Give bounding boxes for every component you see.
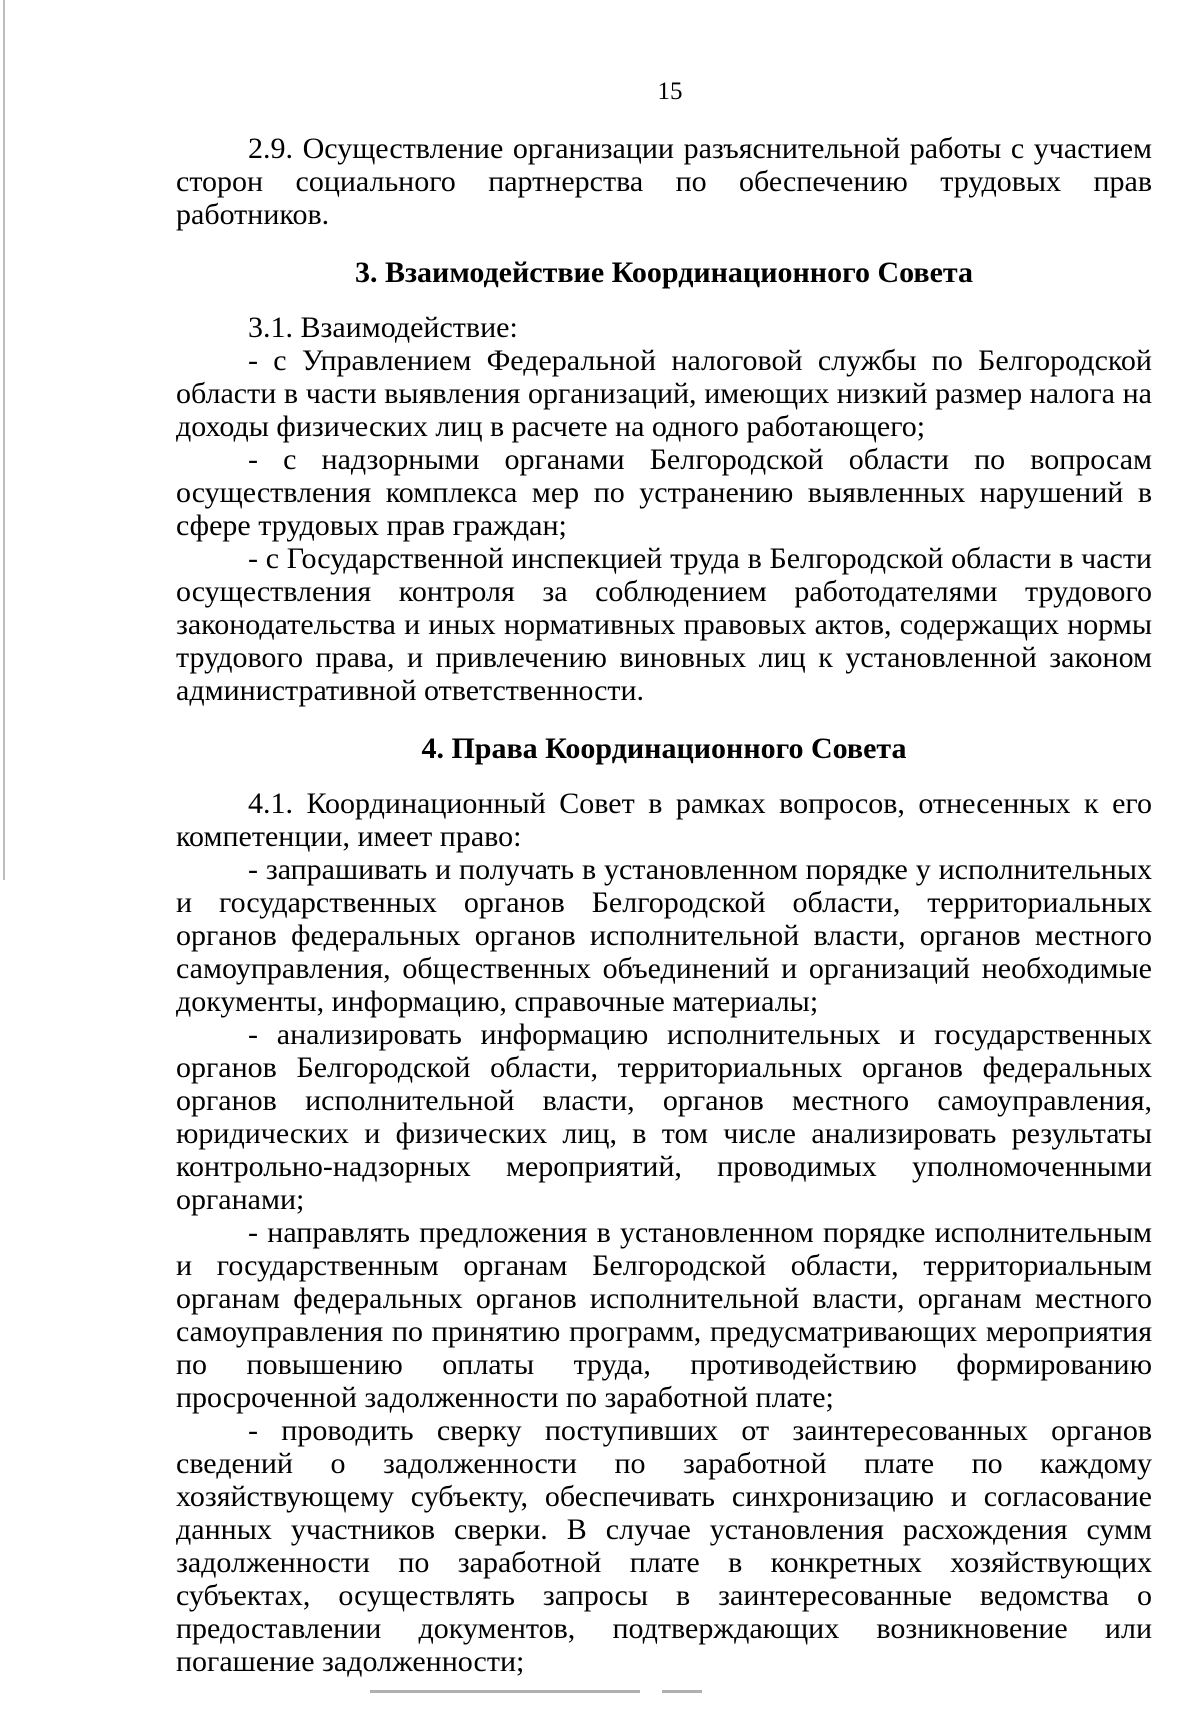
paragraph: - анализировать информацию исполнительных и государственных органов Белгородской области, территориальных органов федеральных органов исполнительной власти, органов местного самоуправления, юридических и физических лиц, в том числе анализировать результаты контрольно-надзорных мероприятий, проводимых уполномоченными органами; xyxy=(176,1018,1152,1216)
spacer xyxy=(176,289,1152,311)
spacer xyxy=(176,765,1152,787)
bottom-scan-line-left xyxy=(370,1690,640,1693)
paragraph: - проводить сверку поступивших от заинтересованных органов сведений о задолженности по заработной плате по каждому хозяйствующему субъекту, обеспечивать синхронизацию и согласование данных участников сверки. В случае установления расхождения сумм задолженности по заработной плате в конкретных хозяйствующих субъектах, осуществлять запросы в заинтересованные ведомства о предоставлении документов, подтверждающих возникновение или погашение задолженности; xyxy=(176,1414,1152,1678)
page-number: 15 xyxy=(657,78,683,105)
paragraph: 3.1. Взаимодействие: xyxy=(248,311,518,344)
page-edge-mark xyxy=(3,0,5,880)
paragraph: 4.1. Координационный Совет в рамках вопросов, отнесенных к его компетенции, имеет право: xyxy=(176,787,1152,853)
spacer xyxy=(176,231,1152,256)
paragraph: - с Управлением Федеральной налоговой службы по Белгородской области в части выявления организаций, имеющих низкий размер налога на доходы физических лиц в расчете на одного работающего; xyxy=(176,344,1152,443)
paragraph: - с надзорными органами Белгородской области по вопросам осуществления комплекса мер по устранению выявленных нарушений в сфере трудовых прав граждан; xyxy=(176,443,1152,542)
paragraph: 2.9. Осуществление организации разъяснительной работы с участием сторон социального партнерства по обеспечению трудовых прав работников. xyxy=(176,132,1152,231)
paragraph: - запрашивать и получать в установленном порядке у исполнительных и государственных органов Белгородской области, территориальных органов федеральных органов исполнительной власти, органов местного самоуправления, общественных объединений и организаций необходимые документы, информацию, справочные материалы; xyxy=(176,853,1152,1018)
spacer xyxy=(176,707,1152,732)
section-heading: 3. Взаимодействие Координационного Совета xyxy=(354,256,973,289)
paragraph: - с Государственной инспекцией труда в Белгородской области в части осуществления контроля за соблюдением работодателями трудового законодательства и иных нормативных правовых актов, содержащих нормы трудового права, и привлечению виновных лиц к установленной законом административной ответственности. xyxy=(176,542,1152,707)
bottom-scan-marks xyxy=(370,1690,720,1693)
bottom-scan-line-right xyxy=(662,1690,702,1693)
section-heading: 4. Права Координационного Совета xyxy=(421,732,907,765)
document-body xyxy=(176,132,1152,1678)
paragraph: - направлять предложения в установленном порядке исполнительным и государственным органам Белгородской области, территориальным органам федеральных органов исполнительной власти, органам местного самоуправления по принятию программ, предусматривающих мероприятия по повышению оплаты труда, противодействию формированию просроченной задолженности по заработной плате; xyxy=(176,1216,1152,1414)
